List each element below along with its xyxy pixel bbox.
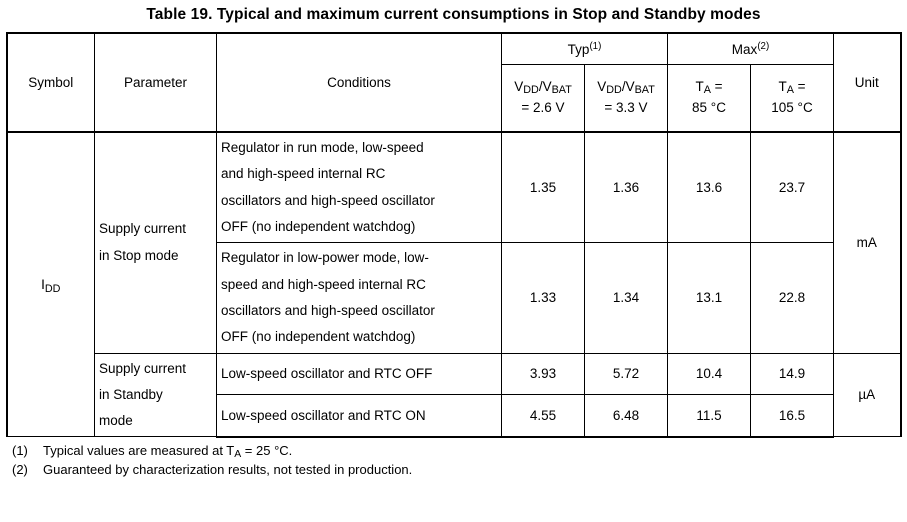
header-sub-max-85-ta: A	[703, 84, 711, 97]
header-symbol: Symbol	[7, 33, 95, 132]
row-parameter-standby-line3: mode	[99, 413, 133, 429]
header-typ-label: Typ	[567, 41, 590, 57]
footnote-2-text-before: Guaranteed by characterization results, not tested in production.	[43, 461, 413, 477]
row-conditions-line3: oscillators and high-speed oscillator	[221, 192, 435, 208]
row-max-105: 16.5	[751, 395, 834, 437]
header-sub-typ-33-v: V	[597, 79, 607, 95]
row-unit-ma: mA	[834, 132, 901, 353]
footnote-1-text-after: = 25 °C.	[241, 442, 293, 458]
header-sub-typ-26-vdd: DD	[523, 84, 539, 97]
footnote-2	[12, 461, 907, 480]
row-parameter-stop-line2: in Stop mode	[99, 247, 179, 263]
row-parameter-standby	[95, 353, 217, 437]
spec-table	[6, 32, 902, 438]
footnote-1-sub: A	[234, 449, 242, 461]
row-parameter-stop	[95, 132, 217, 353]
symbol-dd: DD	[44, 282, 61, 295]
row-conditions-line3: oscillators and high-speed oscillator	[221, 302, 435, 318]
table-caption: Table 19. Typical and maximum current consumptions in Stop and Standby modes	[146, 6, 761, 23]
row-conditions	[217, 243, 502, 353]
row-parameter-standby-line1: Supply current	[99, 360, 187, 376]
header-sub-max-105-t: T	[778, 79, 787, 95]
row-symbol-idd	[7, 132, 95, 437]
table-row	[7, 132, 901, 243]
table-body	[7, 132, 901, 437]
header-sub-max-85-t: T	[695, 79, 704, 95]
header-conditions: Conditions	[217, 33, 502, 132]
header-max-label: Max	[731, 41, 758, 57]
row-typ-26: 4.55	[502, 395, 585, 437]
header-sub-typ-33-vdd: DD	[606, 84, 622, 97]
header-sub-max-85-value: 85 °C	[692, 100, 726, 115]
header-max-footnote-ref: (2)	[757, 41, 770, 53]
header-parameter: Parameter	[95, 33, 217, 132]
table-header	[7, 33, 901, 132]
footnote-1	[12, 442, 907, 461]
row-conditions-line1: Regulator in low-power mode, low-	[221, 250, 429, 266]
row-parameter-stop-line1: Supply current	[99, 221, 187, 237]
header-sub-max-105-ta: A	[786, 84, 794, 97]
row-max-105: 22.8	[751, 243, 834, 353]
footnote-2-num: (2)	[12, 461, 28, 477]
header-sub-typ-33-vbat: BAT	[634, 84, 655, 97]
header-sub-typ-26-value: = 2.6 V	[521, 100, 565, 115]
row-typ-33: 5.72	[585, 353, 668, 395]
row-typ-33: 6.48	[585, 395, 668, 437]
row-conditions-line4: OFF (no independent watchdog)	[221, 329, 416, 345]
header-max-group	[668, 33, 834, 65]
header-sub-typ-26-v: V	[514, 79, 524, 95]
row-typ-26: 3.93	[502, 353, 585, 395]
header-sub-typ-26	[502, 65, 585, 133]
row-max-85: 10.4	[668, 353, 751, 395]
header-sub-max-105-eq: =	[793, 79, 806, 95]
row-conditions: Low-speed oscillator and RTC OFF	[217, 353, 502, 395]
row-typ-33: 1.34	[585, 243, 668, 353]
row-conditions	[217, 132, 502, 243]
header-sub-typ-26-slash: /V	[538, 79, 552, 95]
header-sub-typ-33-value: = 3.3 V	[604, 100, 648, 115]
row-max-85: 11.5	[668, 395, 751, 437]
row-typ-33: 1.36	[585, 132, 668, 243]
row-unit-ua: µA	[834, 353, 901, 437]
row-parameter-standby-line2: in Standby	[99, 386, 163, 402]
row-max-85: 13.1	[668, 243, 751, 353]
row-conditions-line1: Regulator in run mode, low-speed	[221, 140, 424, 155]
row-conditions-line2: and high-speed internal RC	[221, 166, 386, 182]
row-conditions-line2: speed and high-speed internal RC	[221, 276, 426, 292]
header-sub-typ-26-vbat: BAT	[551, 84, 572, 97]
footnote-1-num: (1)	[12, 442, 28, 458]
header-typ-group	[502, 33, 668, 65]
row-max-105: 23.7	[751, 132, 834, 243]
footnotes	[12, 442, 907, 480]
row-conditions-line4: OFF (no independent watchdog)	[221, 218, 416, 234]
header-sub-typ-33	[585, 65, 668, 133]
header-sub-max-85-eq: =	[710, 79, 723, 95]
footnote-1-text	[43, 442, 292, 461]
symbol-i: I	[41, 277, 45, 293]
header-sub-typ-33-slash: /V	[621, 79, 635, 95]
header-unit: Unit	[834, 33, 901, 132]
row-typ-26: 1.33	[502, 243, 585, 353]
row-typ-26: 1.35	[502, 132, 585, 243]
row-max-105: 14.9	[751, 353, 834, 395]
header-sub-max-85	[668, 65, 751, 133]
footnote-2-text	[43, 461, 412, 480]
row-max-85: 13.6	[668, 132, 751, 243]
header-sub-max-105	[751, 65, 834, 133]
row-conditions: Low-speed oscillator and RTC ON	[217, 395, 502, 437]
header-sub-max-105-value: 105 °C	[771, 100, 813, 115]
footnote-1-text-before: Typical values are measured at T	[43, 442, 235, 458]
header-group-row	[7, 33, 901, 65]
table-row	[7, 353, 901, 395]
header-typ-footnote-ref: (1)	[589, 41, 602, 53]
